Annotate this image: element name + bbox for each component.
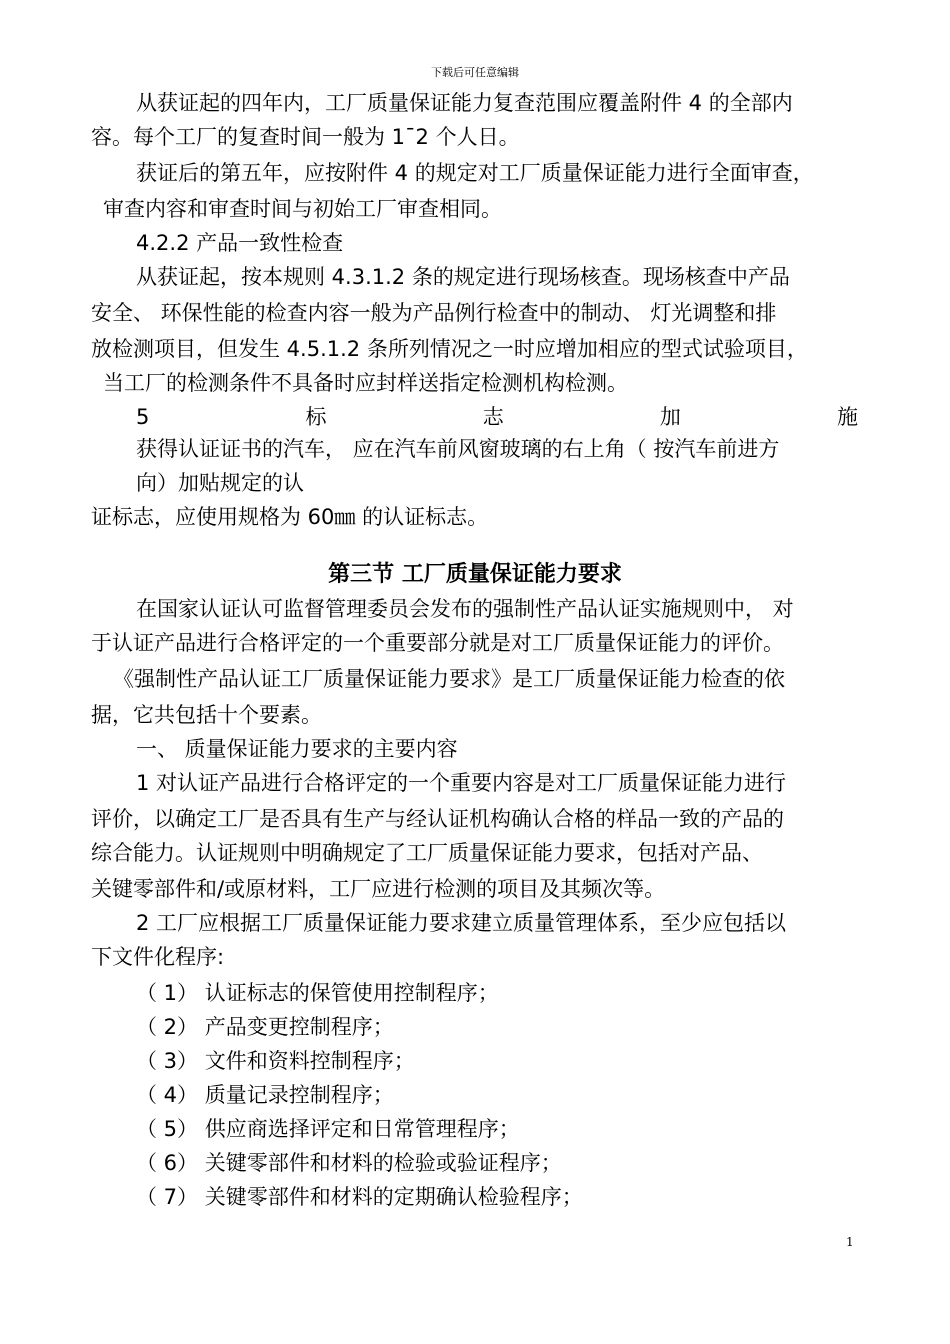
paragraph-line: 关键零部件和/或原材料，工厂应进行检测的项目及其频次等。 [91, 877, 666, 901]
section-5-heading [136, 402, 858, 432]
paragraph-line: 安全、 环保性能的检查内容一般为产品例行检查中的制动、 灯光调整和排 [91, 301, 777, 325]
paragraph-line: 容。每个工厂的复查时间一般为 1¯2 个人日。 [91, 125, 520, 149]
paragraph-line: 在国家认证认可监督管理委员会发布的强制性产品认证实施规则中， 对 [136, 597, 794, 621]
list-item: （ 1） 认证标志的保管使用控制程序； [136, 981, 499, 1005]
paragraph-line: 据，它共包括十个要素。 [91, 703, 322, 727]
sub-heading: 4.2.2 产品一致性检查 [136, 231, 344, 255]
paragraph-line: 从获证起的四年内，工厂质量保证能力复查范围应覆盖附件 4 的全部内 [136, 91, 793, 115]
section-title: 第三节 工厂质量保证能力要求 [328, 562, 622, 587]
paragraph-line: 综合能力。认证规则中明确规定了工厂质量保证能力要求，包括对产品、 [91, 841, 763, 865]
list-item: （ 4） 质量记录控制程序； [136, 1083, 394, 1107]
page-header: 下载后可任意编辑 [431, 66, 519, 79]
page-number: 1 [846, 1235, 854, 1249]
sub-heading: 一、 质量保证能力要求的主要内容 [136, 737, 458, 761]
list-item: （ 3） 文件和资料控制程序； [136, 1049, 415, 1073]
paragraph-line: 获证后的第五年，应按附件 4 的规定对工厂质量保证能力进行全面审查， [136, 161, 814, 185]
paragraph-line: 审查内容和审查时间与初始工厂审查相同。 [103, 197, 502, 221]
list-item: （ 6） 关键零部件和材料的检验或验证程序； [136, 1151, 562, 1175]
heading-char: 标 [305, 405, 327, 429]
list-item: （ 5） 供应商选择评定和日常管理程序； [136, 1117, 520, 1141]
list-item: （ 2） 产品变更控制程序； [136, 1015, 394, 1039]
paragraph-line: 从获证起，按本规则 4.3.1.2 条的规定进行现场核查。现场核查中产品 [136, 265, 790, 289]
paragraph-line: 《强制性产品认证工厂质量保证能力要求》是工厂质量保证能力检查的依 [113, 667, 785, 691]
paragraph-line: 1 对认证产品进行合格评定的一个重要内容是对工厂质量保证能力进行 [136, 771, 787, 795]
paragraph-line: 获得认证证书的汽车， 应在汽车前风窗玻璃的右上角（ 按汽车前进方 [136, 437, 780, 461]
paragraph-line: 证标志，应使用规格为 60㎜ 的认证标志。 [91, 505, 489, 529]
paragraph-line: 2 工厂应根据工厂质量保证能力要求建立质量管理体系，至少应包括以 [136, 911, 787, 935]
heading-char: 5 [136, 405, 150, 429]
paragraph-line: 于认证产品进行合格评定的一个重要部分就是对工厂质量保证能力的评价。 [91, 631, 784, 655]
paragraph-line: 当工厂的检测条件不具备时应封样送指定检测机构检测。 [103, 371, 628, 395]
heading-char: 加 [659, 405, 681, 429]
list-item: （ 7） 关键零部件和材料的定期确认检验程序； [136, 1185, 583, 1209]
paragraph-line: 评价，以确定工厂是否具有生产与经认证机构确认合格的样品一致的产品的 [91, 807, 784, 831]
paragraph-line: 放检测项目，但发生 4.5.1.2 条所列情况之一时应增加相应的型式试验项目， [91, 337, 808, 361]
heading-char: 志 [482, 405, 504, 429]
paragraph-line: 向）加贴规定的认 [136, 471, 304, 495]
paragraph-line: 下文件化程序: [91, 945, 225, 969]
heading-char: 施 [837, 405, 858, 429]
